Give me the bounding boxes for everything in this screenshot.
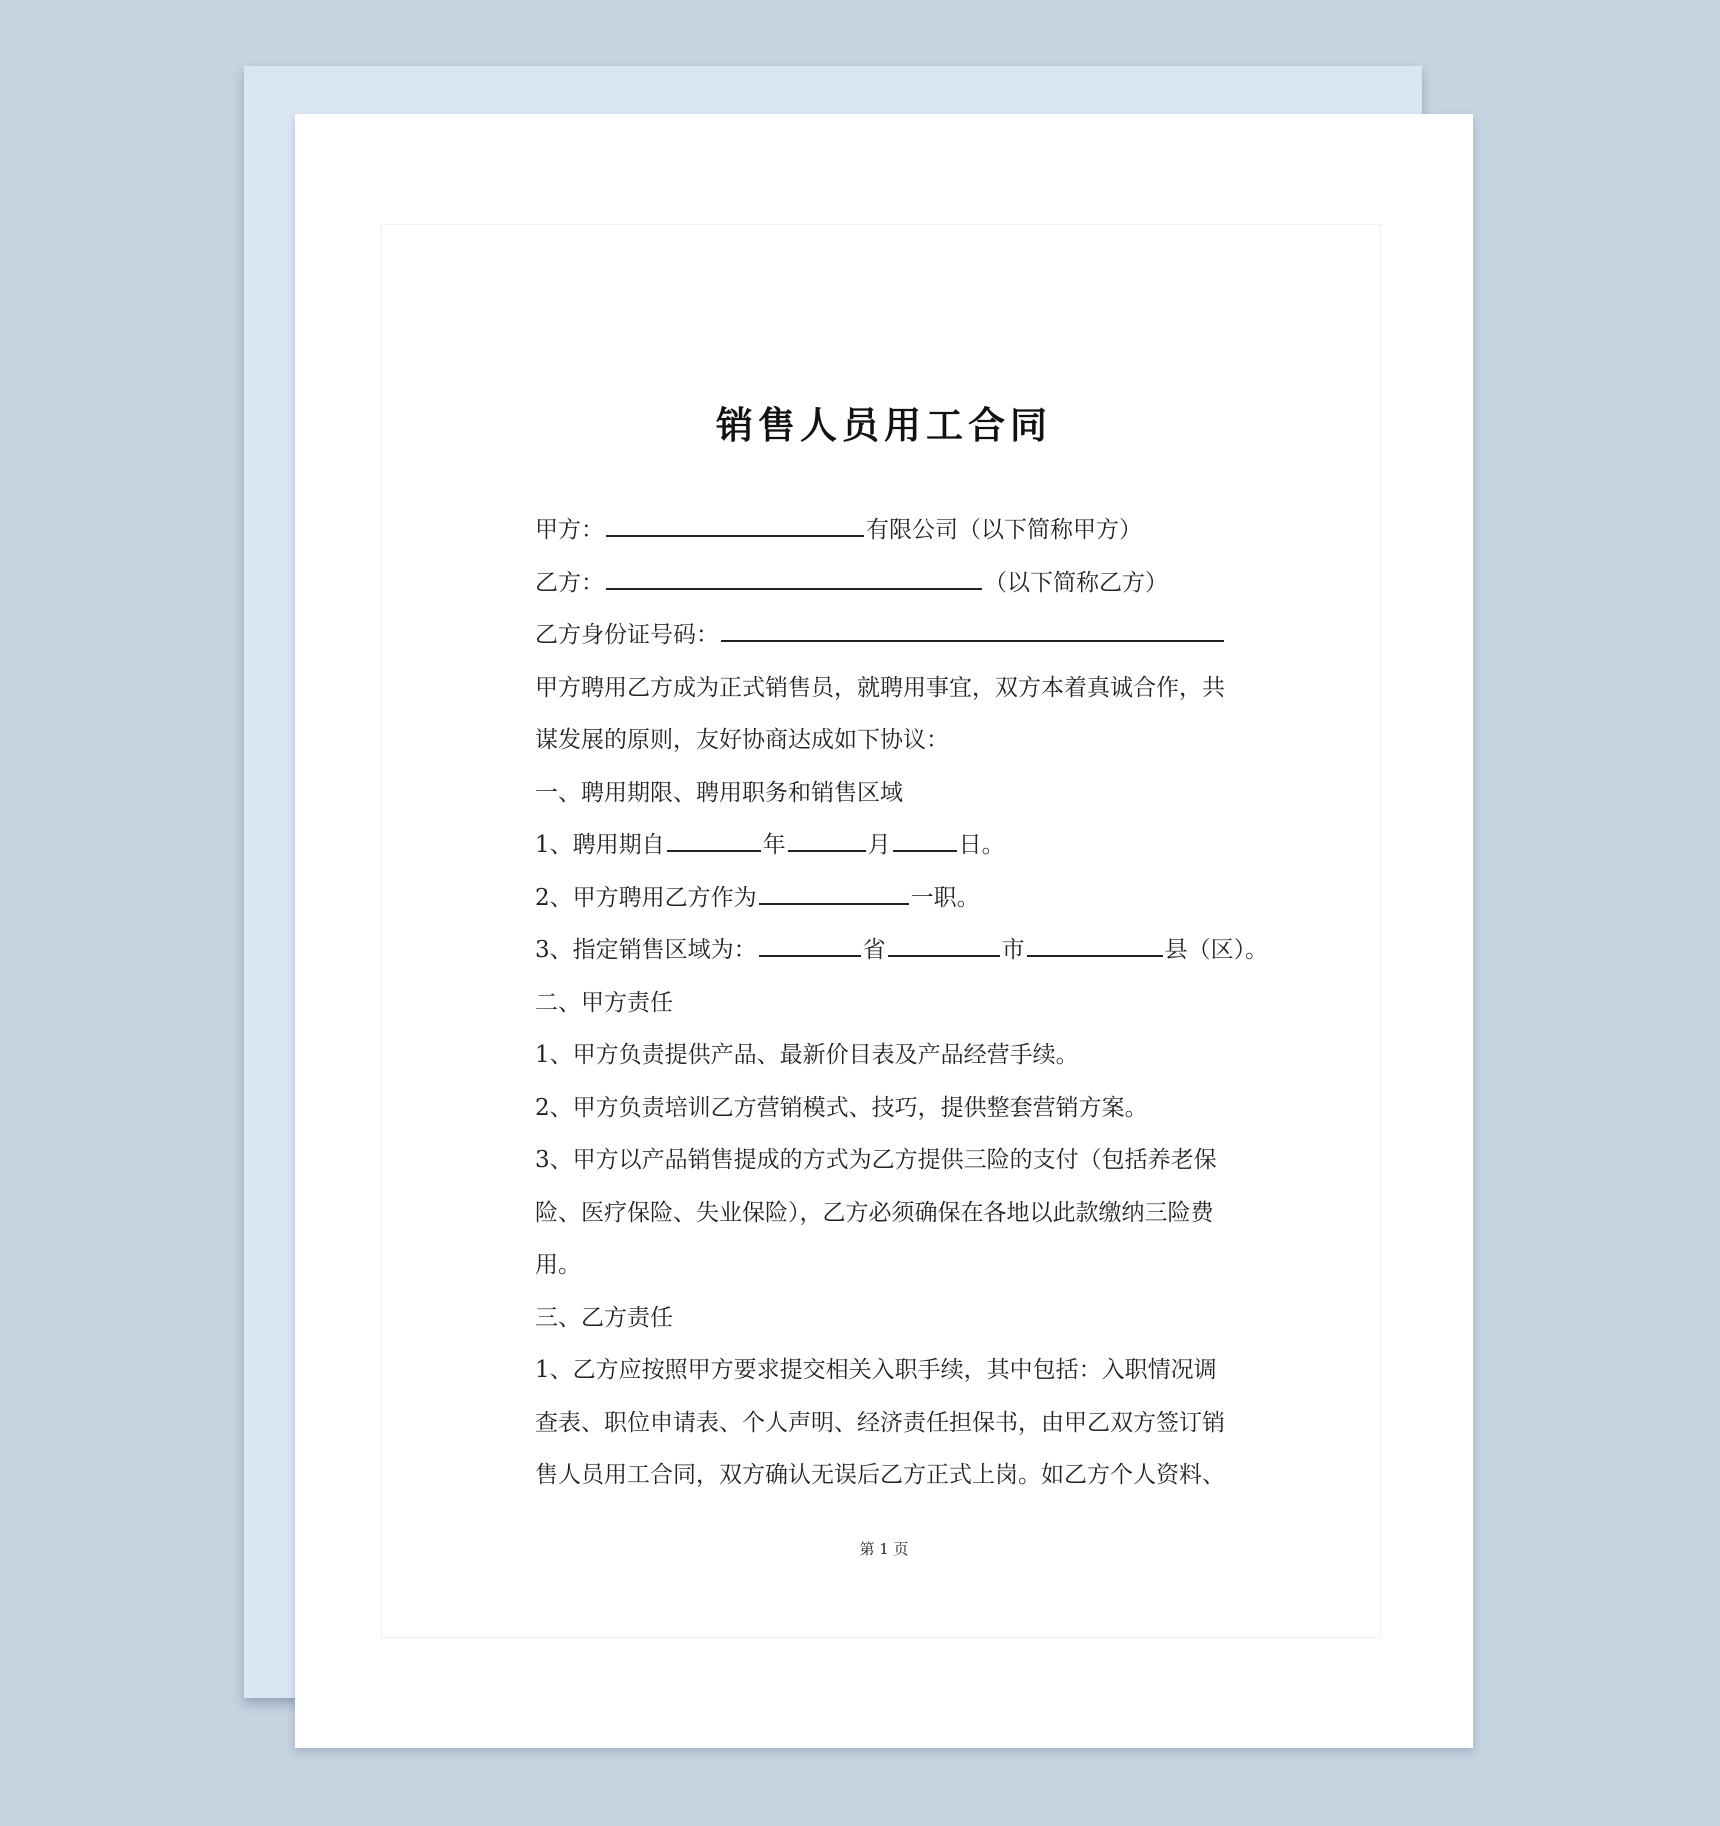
document-body: [535, 504, 1269, 1502]
party-a-blank: [606, 519, 864, 537]
region-line: [535, 924, 1269, 977]
region-prefix: 3、指定销售区域为：: [535, 937, 757, 963]
clause-line: 1、甲方负责提供产品、最新价目表及产品经营手续。: [535, 1042, 1079, 1068]
party-b-line: [535, 557, 1247, 610]
clause-line: 2、甲方负责培训乙方营销模式、技巧，提供整套营销方案。: [535, 1094, 1148, 1121]
id-number-line: [535, 609, 1247, 662]
party-b-blank: [606, 572, 982, 590]
year-blank: [667, 834, 761, 852]
section1-heading: 一、聘用期限、聘用职务和销售区域: [535, 779, 903, 806]
document-title: 销售人员用工合同: [716, 403, 1052, 447]
position-suffix: 一职。: [910, 884, 980, 911]
party-a-label: 甲方：: [535, 517, 604, 543]
clause-line: 险、医疗保险、失业保险），乙方必须确保在各地以此款缴纳三险费: [535, 1199, 1214, 1226]
party-a-line: [535, 504, 1247, 557]
city-blank: [888, 939, 1000, 957]
page-number: 第 1 页: [859, 1540, 909, 1558]
province-label: 省: [862, 937, 886, 963]
intro-line: 甲方聘用乙方成为正式销售员，就聘用事宜，双方本着真诚合作，共: [535, 674, 1225, 701]
county-label: 县（区）。: [1164, 937, 1269, 963]
clause-line: 1、乙方应按照甲方要求提交相关入职手续，其中包括：入职情况调: [535, 1357, 1217, 1383]
year-label: 年: [762, 832, 786, 858]
clause-line: 售人员用工合同，双方确认无误后乙方正式上岗。如乙方个人资料、: [535, 1462, 1225, 1488]
party-b-label: 乙方：: [535, 569, 604, 596]
id-number-label: 乙方身份证号码：: [535, 622, 719, 648]
position-line: [535, 872, 1247, 925]
county-blank: [1027, 939, 1163, 957]
term-prefix: 1、聘用期自: [535, 832, 665, 858]
day-blank: [893, 834, 957, 852]
intro-line: 谋发展的原则，友好协商达成如下协议：: [535, 727, 949, 753]
document-page: [295, 114, 1473, 1748]
id-number-blank: [721, 624, 1224, 642]
city-label: 市: [1001, 937, 1025, 963]
month-label: 月: [867, 832, 891, 858]
section3-heading: 三、乙方责任: [535, 1304, 673, 1331]
term-line: [535, 819, 1247, 872]
clause-line: 查表、职位申请表、个人声明、经济责任担保书，由甲乙双方签订销: [535, 1409, 1225, 1436]
party-b-suffix: （以下简称乙方）: [984, 569, 1168, 596]
position-blank: [759, 887, 909, 905]
clause-line: 3、甲方以产品销售提成的方式为乙方提供三险的支付（包括养老保: [535, 1147, 1217, 1173]
position-prefix: 2、甲方聘用乙方作为: [535, 884, 757, 911]
month-blank: [788, 834, 866, 852]
day-label: 日。: [958, 832, 1005, 858]
party-a-suffix: 有限公司（以下简称甲方）: [866, 517, 1142, 543]
section2-heading: 二、甲方责任: [535, 989, 673, 1016]
province-blank: [759, 939, 861, 957]
clause-line: 用。: [535, 1252, 581, 1278]
